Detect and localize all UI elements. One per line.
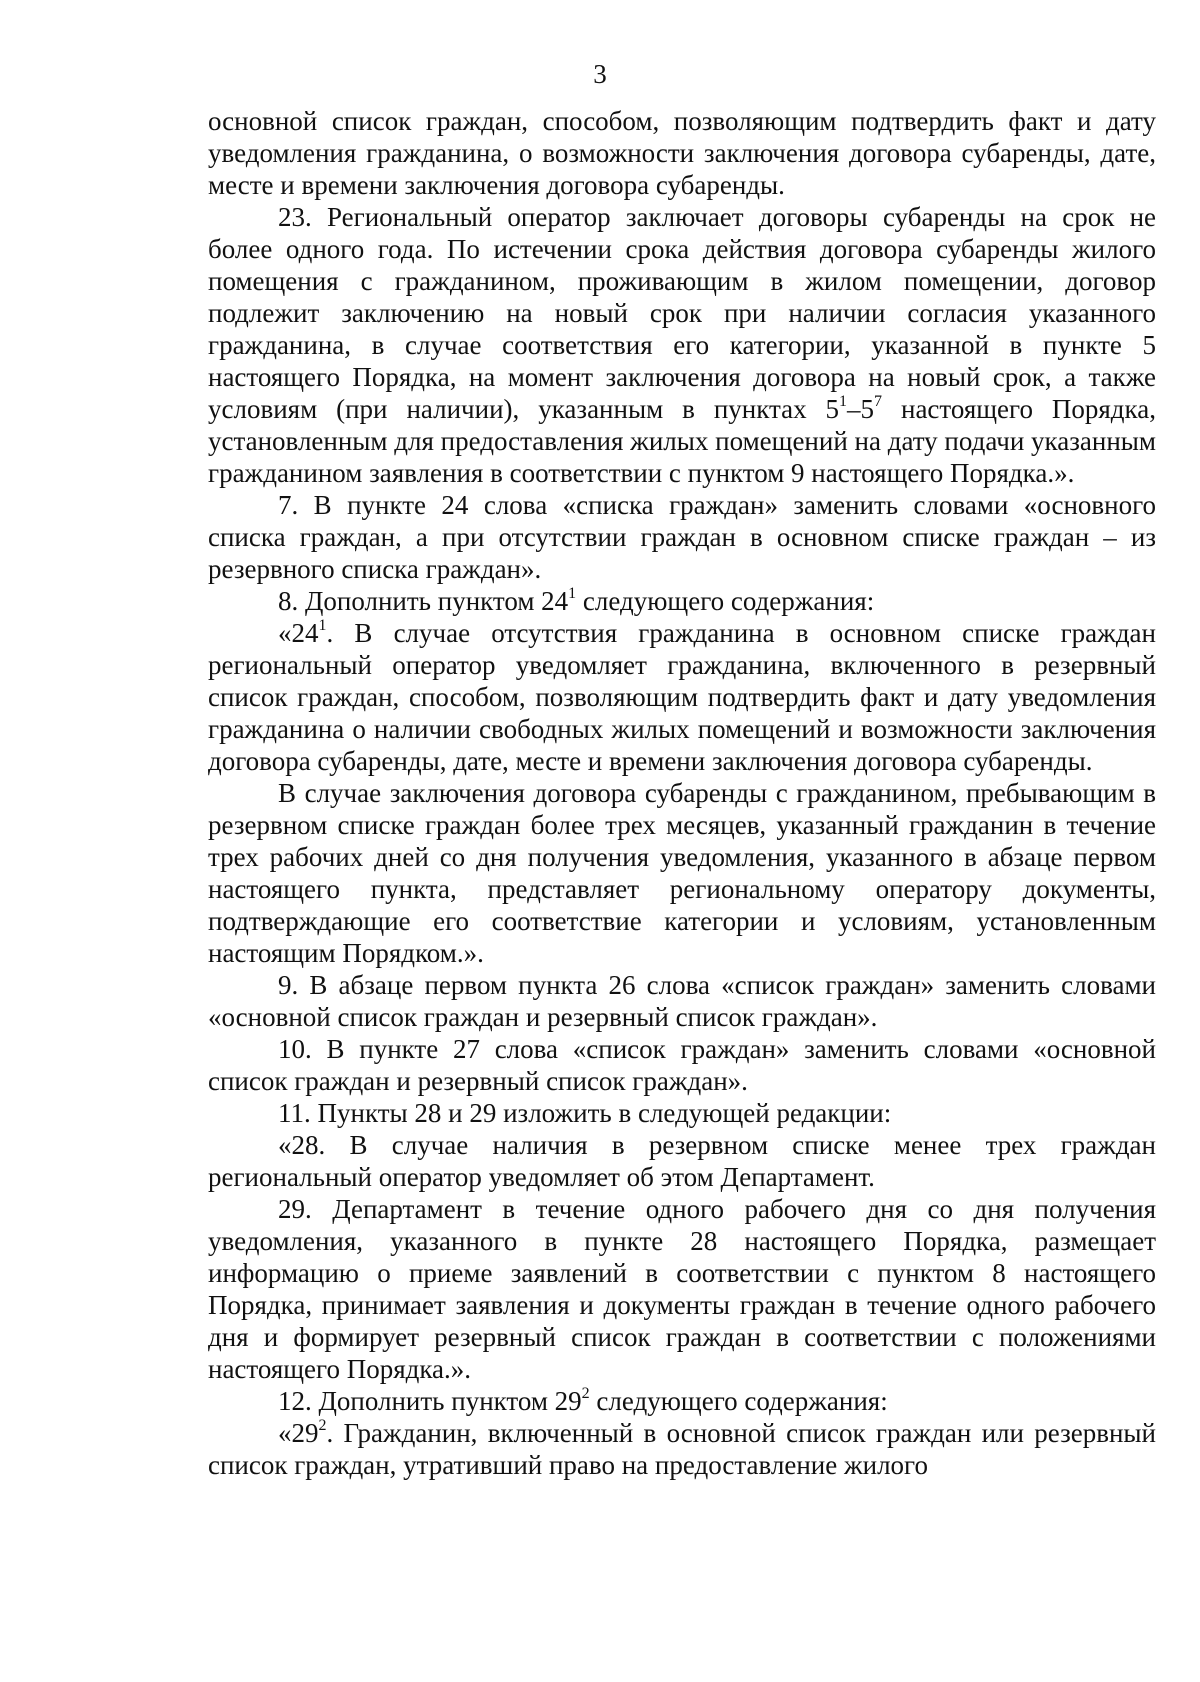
page-number: 3 [593,59,607,89]
paragraph-amend-10 [208,1033,1156,1097]
text-segment: настоящего Порядка, установленным для предоставления жилых помещений на дату подачи указанным гражданином заявления в соответствии с пунктом 9 настоящего Порядка.». [208,394,1156,488]
paragraph-item-23 [208,201,1156,489]
paragraph-amend-7 [208,489,1156,585]
text-segment: –5 [847,394,875,424]
paragraph-amend-12 [208,1385,1156,1417]
superscript-index: 1 [568,585,577,602]
text-segment: 8. Дополнить пунктом 24 [278,586,569,616]
text-segment: 10. В пункте 27 слова «список граждан» заменить словами «основной список граждан и резервный список граждан». [208,1034,1156,1096]
paragraph-amend-8 [208,585,1156,617]
paragraph-item-28 [208,1129,1156,1193]
text-segment: 11. Пункты 28 и 29 изложить в следующей редакции: [278,1098,892,1128]
paragraph-item-29-2 [208,1417,1156,1481]
text-segment: следующего содержания: [576,586,875,616]
superscript-index: 2 [581,1385,590,1402]
paragraph-continuation [208,105,1156,201]
paragraph-amend-9 [208,969,1156,1033]
document-body [208,105,1156,1481]
paragraph-item-24-1-b [208,777,1156,969]
text-segment: . В случае отсутствия гражданина в основном списке граждан региональный оператор уведомляет гражданина, включенного в резервный список граждан, способом, позволяющим подтвердить факт и дату уведомления гражданина о наличии свободных жилых помещений и возможности заключения договора субаренды, дате, месте и времени заключения договора субаренды. [208,618,1156,776]
text-segment: 29. Департамент в течение одного рабочего дня со дня получения уведомления, указанного в пункте 28 настоящего Порядка, размещает информацию о приеме заявлений в соответствии с пунктом 8 настоящего Порядка, принимает заявления и документы граждан в течение одного рабочего дня и формирует резервный список граждан в соответствии с положениями настоящего Порядка.». [208,1194,1156,1384]
text-segment: 12. Дополнить пунктом 29 [278,1386,582,1416]
text-segment: следующего содержания: [589,1386,888,1416]
text-segment: «28. В случае наличия в резервном списке менее трех граждан региональный оператор уведомляет об этом Департамент. [208,1130,1156,1192]
text-segment: «24 [278,618,319,648]
superscript-index: 1 [839,393,848,410]
text-segment: В случае заключения договора субаренды с гражданином, пребывающим в резервном списке граждан более трех месяцев, указанный гражданин в течение трех рабочих дней со дня получения уведомления, указанного в абзаце первом настоящего пункта, представляет региональному оператору документы, подтверждающие его соответствие категории и условиям, установленным настоящим Порядком.». [208,778,1156,968]
paragraph-item-29 [208,1193,1156,1385]
paragraph-amend-11 [208,1097,1156,1129]
text-segment: 23. Региональный оператор заключает договоры субаренды на срок не более одного года. По истечении срока действия договора субаренды жилого помещения с гражданином, проживающим в жилом помещении, договор подлежит заключению на новый срок при наличии согласия указанного гражданина, в случае соответствия его категории, указанной в пункте 5 настоящего Порядка, на момент заключения договора на новый срок, а также условиям (при наличии), указанным в пунктах 5 [208,202,1156,424]
superscript-index: 1 [318,617,327,634]
superscript-index: 2 [318,1417,327,1434]
paragraph-item-24-1-a [208,617,1156,777]
text-segment: . Гражданин, включенный в основной список граждан или резервный список граждан, утративший право на предоставление жилого [208,1418,1156,1480]
text-segment: 9. В абзаце первом пункта 26 слова «список граждан» заменить словами «основной список граждан и резервный список граждан». [208,970,1156,1032]
superscript-index: 7 [874,393,883,410]
text-segment: «29 [278,1418,319,1448]
text-segment: 7. В пункте 24 слова «списка граждан» заменить словами «основного списка граждан, а при отсутствии граждан в основном списке граждан – из резервного списка граждан». [208,490,1156,584]
text-segment: основной список граждан, способом, позволяющим подтвердить факт и дату уведомления гражданина, о возможности заключения договора субаренды, дате, месте и времени заключения договора субаренды. [208,106,1156,200]
